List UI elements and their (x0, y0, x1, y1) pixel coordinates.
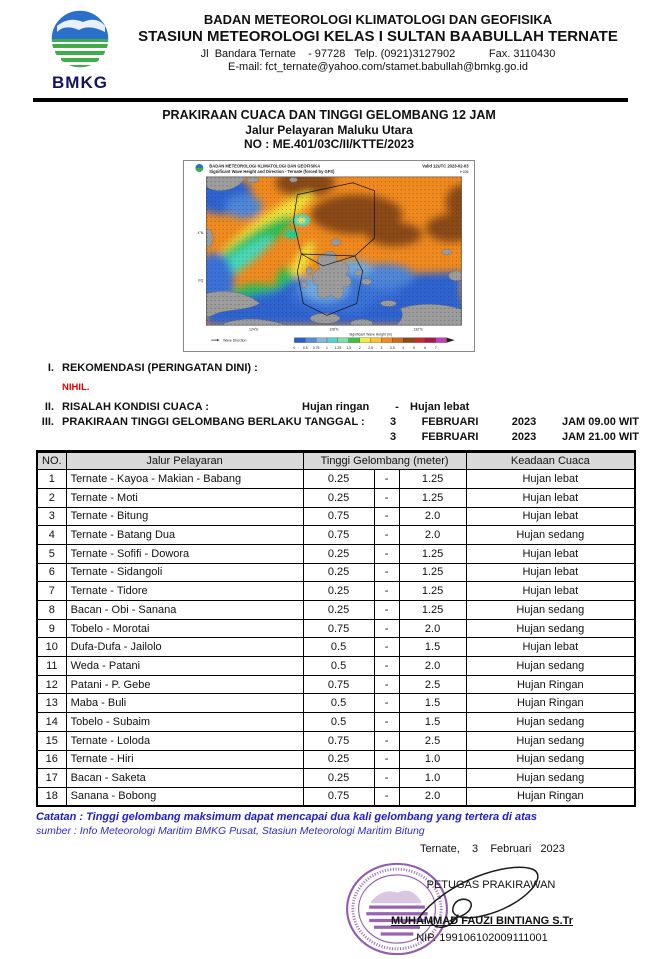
cell-weather: Hujan lebat (466, 488, 635, 507)
cell-wave-min: 0.25 (303, 470, 374, 489)
cell-wave-dash: - (374, 769, 399, 788)
cell-wave-dash: - (374, 657, 399, 676)
cell-wave-dash: - (374, 731, 399, 750)
weather-summary-dash: - (395, 400, 399, 413)
valid-date1-day: 3 (389, 415, 397, 428)
cell-route: Ternate - Moti (66, 488, 303, 507)
cell-row-number: 5 (37, 544, 66, 563)
svg-text:3.5: 3.5 (389, 345, 395, 350)
y-axis-label-eq: EQ (198, 278, 204, 283)
bmkg-logo-text: BMKG (52, 73, 108, 92)
cell-route: Weda - Patani (66, 657, 303, 676)
map-valid-step: t+036 (459, 169, 469, 174)
signer-name: MUHAMMAD FAUZI BINTIANG S.Tr (390, 915, 574, 928)
section3-title: PRAKIRAAN TINGGI GELOMBANG BERLAKU TANGGAL : (62, 415, 365, 428)
letterhead (0, 0, 658, 93)
report-sections (0, 361, 658, 445)
cell-wave-max: 1.5 (399, 694, 466, 713)
cell-route: Bacan - Saketa (66, 769, 303, 788)
cell-wave-dash: - (374, 582, 399, 601)
station-email: E-mail: fct_ternate@yahoo.com/stamet.babullah@bmkg.go.id (228, 61, 528, 73)
cell-weather: Hujan sedang (466, 526, 635, 545)
header-weather: Keadaan Cuaca (466, 451, 635, 470)
cell-wave-max: 2.5 (399, 675, 466, 694)
cell-route: Tobelo - Subaim (66, 713, 303, 732)
cell-row-number: 18 (37, 787, 66, 806)
cell-wave-max: 2.0 (399, 657, 466, 676)
cell-weather: Hujan lebat (466, 638, 635, 657)
table-row (37, 526, 635, 545)
bmkg-logo-icon (49, 8, 111, 70)
cell-wave-min: 0.75 (303, 787, 374, 806)
note-sumber: sumber : Info Meteorologi Maritim BMKG Pusat, Stasiun Meteorologi Maritim Bitung (36, 825, 425, 838)
title-line2: Jalur Pelayaran Maluku Utara (245, 122, 413, 137)
svg-text:0.5: 0.5 (302, 345, 308, 350)
table-row (37, 544, 635, 563)
svg-text:2.5: 2.5 (368, 345, 373, 350)
note-catatan: Catatan : Tinggi gelombang maksimum dapat mencapai dua kali gelombang yang tertera di atas (36, 811, 538, 824)
cell-weather: Hujan lebat (466, 470, 635, 489)
wave-direction-label: Wave Direction (223, 338, 247, 343)
svg-text:6: 6 (424, 345, 426, 350)
cell-wave-max: 2.0 (399, 507, 466, 526)
colorbar (294, 337, 454, 342)
cell-wave-dash: - (374, 601, 399, 620)
cell-weather: Hujan Ringan (466, 694, 635, 713)
section2-title: RISALAH KONDISI CUACA : (62, 400, 209, 413)
cell-route: Patani - P. Gebe (66, 675, 303, 694)
cell-wave-dash: - (374, 713, 399, 732)
table-row (37, 750, 635, 769)
table-row (37, 657, 635, 676)
header-route: Jalur Pelayaran (66, 451, 303, 470)
cell-weather: Hujan lebat (466, 563, 635, 582)
cell-route: Ternate - Loloda (66, 731, 303, 750)
cell-wave-min: 0.75 (303, 619, 374, 638)
cell-weather: Hujan Ringan (466, 675, 635, 694)
cell-row-number: 7 (37, 582, 66, 601)
cell-wave-max: 1.25 (399, 470, 466, 489)
cell-wave-min: 0.5 (303, 713, 374, 732)
cell-weather: Hujan sedang (466, 713, 635, 732)
title-line1: PRAKIRAAN CUACA DAN TINGGI GELOMBANG 12 JAM (162, 108, 496, 122)
table-row (37, 619, 635, 638)
table-row (37, 694, 635, 713)
cell-weather: Hujan Ringan (466, 787, 635, 806)
svg-text:2: 2 (358, 345, 361, 350)
cell-route: Bacan - Obi - Sanana (66, 601, 303, 620)
cell-row-number: 11 (37, 657, 66, 676)
section3-number: III. (41, 415, 54, 428)
cell-wave-min: 0.25 (303, 769, 374, 788)
cell-row-number: 13 (37, 694, 66, 713)
cell-row-number: 12 (37, 675, 66, 694)
cell-row-number: 16 (37, 750, 66, 769)
table-row (37, 638, 635, 657)
cell-route: Tobelo - Morotai (66, 619, 303, 638)
svg-text:0.75: 0.75 (312, 345, 320, 350)
wave-map-panel (183, 160, 475, 352)
cell-route: Ternate - Bitung (66, 507, 303, 526)
section1-title: REKOMENDASI (PERINGATAN DINI) : (62, 361, 258, 374)
cell-route: Ternate - Tidore (66, 582, 303, 601)
section2-number: II. (44, 400, 54, 413)
table-row (37, 713, 635, 732)
cell-wave-min: 0.75 (303, 526, 374, 545)
cell-wave-dash: - (374, 619, 399, 638)
table-row (37, 582, 635, 601)
cell-wave-dash: - (374, 750, 399, 769)
valid-date1-time: JAM 09.00 WIT (562, 415, 640, 428)
cell-wave-min: 0.25 (303, 582, 374, 601)
cell-wave-max: 1.25 (399, 488, 466, 507)
x-axis-label-128e: 128°E (329, 327, 339, 332)
svg-text:4: 4 (402, 345, 405, 350)
cell-wave-max: 2.0 (399, 526, 466, 545)
cell-wave-max: 2.5 (399, 731, 466, 750)
cell-weather: Hujan sedang (466, 769, 635, 788)
svg-text:0: 0 (293, 345, 296, 350)
agency-name: BADAN METEOROLOGI KLIMATOLOGI DAN GEOFISIKA (203, 12, 553, 27)
cell-wave-dash: - (374, 488, 399, 507)
cell-weather: Hujan lebat (466, 544, 635, 563)
valid-date1-year: 2023 (511, 415, 537, 428)
cell-wave-min: 0.75 (303, 675, 374, 694)
cell-wave-max: 1.5 (399, 638, 466, 657)
cell-row-number: 10 (37, 638, 66, 657)
cell-wave-min: 0.5 (303, 638, 374, 657)
cell-wave-max: 1.25 (399, 544, 466, 563)
cell-wave-max: 1.25 (399, 582, 466, 601)
svg-text:1: 1 (326, 345, 328, 350)
signer-role: PETUGAS PRAKIRAWAN (426, 879, 556, 892)
valid-date2-year: 2023 (511, 430, 537, 443)
cell-row-number: 9 (37, 619, 66, 638)
cell-wave-min: 0.25 (303, 601, 374, 620)
table-row (37, 563, 635, 582)
cell-wave-dash: - (374, 544, 399, 563)
cell-route: Ternate - Batang Dua (66, 526, 303, 545)
cell-weather: Hujan sedang (466, 657, 635, 676)
cell-weather: Hujan sedang (466, 619, 635, 638)
cell-weather: Hujan sedang (466, 731, 635, 750)
x-axis-label-124e: 124°E (249, 327, 259, 332)
signature-area (0, 839, 658, 959)
cell-wave-dash: - (374, 470, 399, 489)
map-valid-time: Valid 12UTC 2023-02-03 (422, 162, 469, 168)
x-axis-label-132e: 132°E (413, 327, 423, 332)
cell-wave-dash: - (374, 694, 399, 713)
cell-wave-max: 1.0 (399, 750, 466, 769)
wave-forecast-table (36, 450, 636, 808)
cell-wave-dash: - (374, 563, 399, 582)
table-header-row (37, 451, 635, 470)
table-row (37, 731, 635, 750)
map-plot (190, 168, 474, 326)
cell-wave-max: 1.0 (399, 769, 466, 788)
cell-route: Dufa-Dufa - Jailolo (66, 638, 303, 657)
cell-wave-max: 2.0 (399, 787, 466, 806)
cell-wave-min: 0.5 (303, 657, 374, 676)
cell-row-number: 8 (37, 601, 66, 620)
cell-wave-dash: - (374, 638, 399, 657)
cell-route: Ternate - Sidangoli (66, 563, 303, 582)
cell-wave-dash: - (374, 526, 399, 545)
cell-weather: Hujan lebat (466, 507, 635, 526)
cell-route: Ternate - Sofifi - Dowora (66, 544, 303, 563)
cell-wave-max: 2.0 (399, 619, 466, 638)
wave-height-map (184, 161, 474, 351)
cell-wave-min: 0.25 (303, 750, 374, 769)
cell-wave-min: 0.25 (303, 488, 374, 507)
station-address: Jl Bandara Ternate - 97728 Telp. (0921)3127902 Fax. 3110430 (200, 48, 556, 60)
cell-route: Maba - Buli (66, 694, 303, 713)
cell-weather: Hujan sedang (466, 601, 635, 620)
map-title-line2: Significant Wave Height and Direction - Ternate (forced by GFS) (209, 168, 335, 174)
table-row (37, 601, 635, 620)
cell-row-number: 6 (37, 563, 66, 582)
table-row (37, 787, 635, 806)
svg-text:1.25: 1.25 (334, 345, 342, 350)
weather-summary-to: Hujan lebat (410, 400, 470, 413)
map-title-line1: BADAN METEOROLOGI KLIMATOLOGI DAN GEOFISIKA (209, 162, 321, 168)
cell-wave-max: 1.25 (399, 601, 466, 620)
y-axis-label-4n: 4°N (197, 230, 204, 235)
svg-text:7: 7 (434, 345, 437, 350)
cell-row-number: 14 (37, 713, 66, 732)
cell-weather: Hujan lebat (466, 582, 635, 601)
cell-route: Ternate - Kayoa - Makian - Babang (66, 470, 303, 489)
cell-row-number: 17 (37, 769, 66, 788)
colorbar-title: Significant Wave Height (m) (349, 332, 392, 337)
title-line3: NO : ME.401/03C/II/KTTE/2023 (243, 137, 415, 151)
svg-text:5: 5 (413, 345, 416, 350)
cell-wave-min: 0.75 (303, 731, 374, 750)
weather-summary-from: Hujan ringan (302, 400, 370, 413)
cell-wave-dash: - (374, 675, 399, 694)
cell-wave-min: 0.25 (303, 563, 374, 582)
valid-date2-time: JAM 21.00 WIT (562, 430, 640, 443)
station-name: STASIUN METEOROLOGI KELAS I SULTAN BAABULLAH TERNATE (138, 28, 618, 45)
cell-route: Ternate - Hiri (66, 750, 303, 769)
section1-value: NIHIL. (62, 381, 90, 393)
table-row (37, 470, 635, 489)
cell-wave-max: 1.5 (399, 713, 466, 732)
cell-wave-max: 1.25 (399, 563, 466, 582)
valid-date2-month: FEBRUARI (421, 430, 479, 443)
cell-wave-dash: - (374, 507, 399, 526)
cell-weather: Hujan sedang (466, 750, 635, 769)
table-row (37, 675, 635, 694)
cell-wave-min: 0.75 (303, 507, 374, 526)
cell-wave-min: 0.5 (303, 694, 374, 713)
letterhead-divider (33, 98, 628, 102)
cell-wave-dash: - (374, 787, 399, 806)
cell-row-number: 4 (37, 526, 66, 545)
valid-date1-month: FEBRUARI (421, 415, 479, 428)
cell-wave-min: 0.25 (303, 544, 374, 563)
cell-row-number: 1 (37, 470, 66, 489)
header-no: NO. (37, 451, 66, 470)
cell-row-number: 2 (37, 488, 66, 507)
document-title (0, 108, 658, 152)
table-row (37, 769, 635, 788)
bmkg-logo (38, 8, 122, 93)
cell-row-number: 3 (37, 507, 66, 526)
svg-text:1.5: 1.5 (346, 345, 352, 350)
date-place-line: Ternate, 3 Februari 2023 (420, 843, 565, 856)
table-row (37, 507, 635, 526)
valid-date2-day: 3 (389, 430, 397, 443)
svg-text:3: 3 (380, 345, 383, 350)
cell-row-number: 15 (37, 731, 66, 750)
cell-route: Sanana - Bobong (66, 787, 303, 806)
header-wave-height: Tinggi Gelombang (meter) (303, 451, 466, 470)
section1-number: I. (47, 361, 54, 374)
table-row (37, 488, 635, 507)
signer-nip: NIP. 199106102009111001 (416, 932, 548, 945)
